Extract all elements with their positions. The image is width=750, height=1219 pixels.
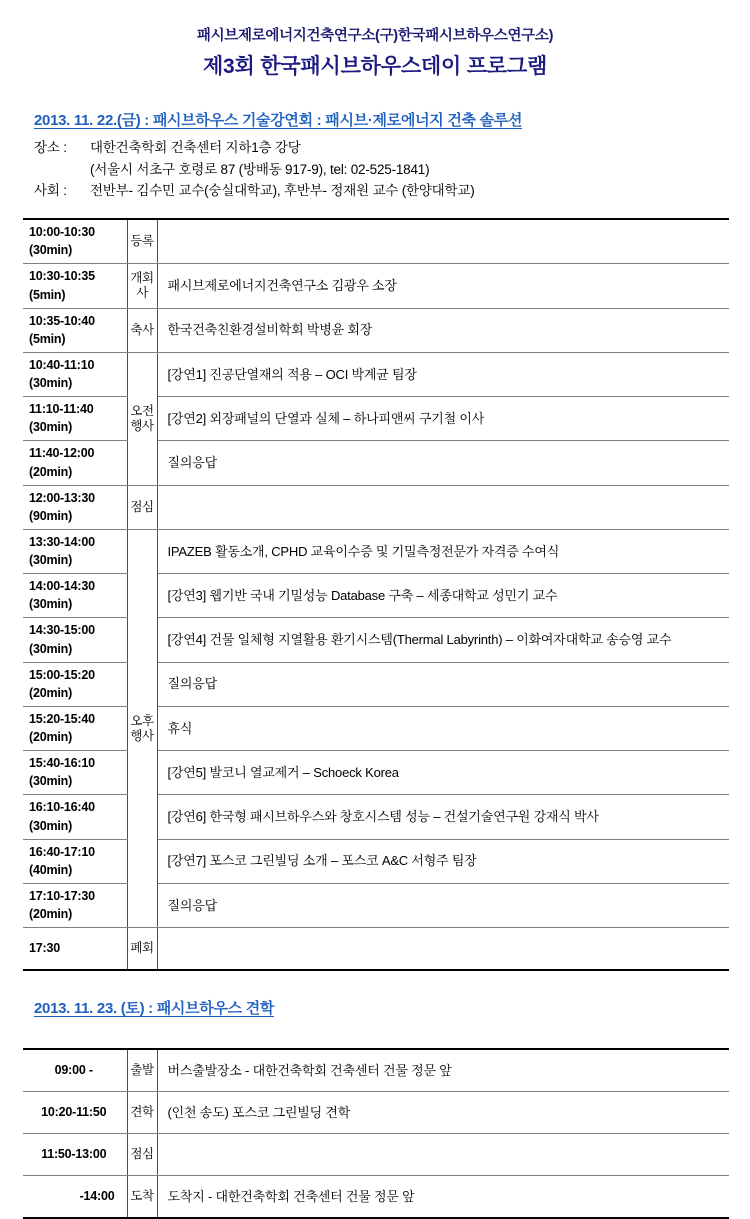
cell-content: 도착지 - 대한건축학회 건축센터 건물 정문 앞 <box>157 1176 729 1219</box>
cell-content: 질의응답 <box>157 662 729 706</box>
day1-schedule-table <box>23 218 729 971</box>
venue-address: (서울시 서초구 호령로 87 (방배동 917-9), tel: 02-525-1841) <box>90 161 430 177</box>
cell-category: 축사 <box>127 308 157 352</box>
day1-info-block <box>22 137 728 203</box>
venue-value: 대한건축학회 건축센터 지하1층 강당 <box>90 139 301 155</box>
cell-content: 휴식 <box>157 706 729 750</box>
time-main: 15:40-16:10 <box>29 756 95 771</box>
cell-time <box>23 485 127 529</box>
venue-row <box>34 137 728 159</box>
cell-time <box>23 928 127 971</box>
cell-time <box>23 264 127 308</box>
time-duration: (30min) <box>29 597 73 612</box>
day2-table-body <box>23 1049 729 1218</box>
cell-time <box>23 1134 127 1176</box>
host-label: 사회 : <box>34 183 67 199</box>
time-main: 13:30-14:00 <box>29 534 95 549</box>
cell-time <box>23 618 127 662</box>
time-main: -14:00 <box>79 1189 115 1204</box>
time-main: 17:10-17:30 <box>29 888 95 903</box>
time-main: 11:10-11:40 <box>29 402 94 417</box>
time-main: 10:00-10:30 <box>29 225 95 240</box>
cell-time <box>23 397 127 441</box>
cell-content: [강연2] 외장패널의 단열과 실체 – 하나피앤씨 구기철 이사 <box>157 397 729 441</box>
cell-time <box>23 883 127 927</box>
cell-content: [강연7] 포스코 그린빌딩 소개 – 포스코 A&C 서형주 팀장 <box>157 839 729 883</box>
cell-time <box>23 574 127 618</box>
page-title: 제3회 한국패시브하우스데이 프로그램 <box>202 55 548 79</box>
cell-time <box>23 706 127 750</box>
time-duration: (5min) <box>29 287 66 302</box>
cell-content: 질의응답 <box>157 441 729 485</box>
table-row <box>23 219 729 264</box>
cell-category-morning: 오전행사 <box>127 352 157 485</box>
cell-content <box>157 485 729 529</box>
cell-time <box>23 219 127 264</box>
table-row <box>23 928 729 971</box>
table-row <box>23 485 729 529</box>
host-row <box>34 180 728 202</box>
time-main: 10:30-10:35 <box>29 269 95 284</box>
cell-category: 등록 <box>127 219 157 264</box>
cell-time <box>23 795 127 839</box>
cell-category: 점심 <box>127 1134 157 1176</box>
day1-heading: 2013. 11. 22.(금) : 패시브하우스 기술강연회 : 패시브·제로에너지 건축 솔루션 <box>34 111 523 129</box>
time-main: 10:40-11:10 <box>29 357 95 372</box>
cell-category: 점심 <box>127 485 157 529</box>
time-duration: (40min) <box>29 862 73 877</box>
cell-category: 개회사 <box>127 264 157 308</box>
venue-label: 장소 : <box>34 139 67 155</box>
time-duration: (20min) <box>29 907 73 922</box>
time-main: 12:00-13:30 <box>29 490 95 505</box>
table-row <box>23 264 729 308</box>
cell-time <box>23 1092 127 1134</box>
cell-content <box>157 1134 729 1176</box>
host-value: 전반부- 김수민 교수(숭실대학교), 후반부- 정재원 교수 (한양대학교) <box>90 183 475 199</box>
day2-schedule-table <box>23 1048 729 1219</box>
time-main: 16:10-16:40 <box>29 800 95 815</box>
organization-line: 패시브제로에너지건축연구소(구)한국패시브하우스연구소) <box>196 28 554 44</box>
cell-content: [강연6] 한국형 패시브하우스와 창호시스템 성능 – 건설기술연구원 강재식 박사 <box>157 795 729 839</box>
cell-category: 폐회 <box>127 928 157 971</box>
cell-content <box>157 928 729 971</box>
time-main: 14:00-14:30 <box>29 579 95 594</box>
time-main: 17:30 <box>29 941 60 956</box>
table-row <box>23 1049 729 1092</box>
cell-content: 패시브제로에너지건축연구소 김광우 소장 <box>157 264 729 308</box>
time-duration: (30min) <box>29 553 73 568</box>
cell-time <box>23 662 127 706</box>
cell-time <box>23 352 127 396</box>
cell-category-afternoon: 오후행사 <box>127 529 157 927</box>
cell-content: IPAZEB 활동소개, CPHD 교육이수증 및 기밀측정전문가 자격증 수여식 <box>157 529 729 573</box>
table-row <box>23 1092 729 1134</box>
time-main: 16:40-17:10 <box>29 844 95 859</box>
cell-time <box>23 529 127 573</box>
time-duration: (30min) <box>29 420 73 435</box>
cell-time <box>23 839 127 883</box>
time-main: 15:00-15:20 <box>29 667 95 682</box>
cell-time <box>23 1049 127 1092</box>
table-row <box>23 529 729 573</box>
cell-content: [강연4] 건물 일체형 지열활용 환기시스템(Thermal Labyrinth) – 이화여자대학교 송승영 교수 <box>157 618 729 662</box>
time-duration: (5min) <box>29 331 66 346</box>
time-duration: (30min) <box>29 774 73 789</box>
cell-content: 한국건축친환경설비학회 박병윤 회장 <box>157 308 729 352</box>
time-main: 15:20-15:40 <box>29 711 95 726</box>
time-duration: (30min) <box>29 243 73 258</box>
time-duration: (30min) <box>29 641 73 656</box>
time-main: 11:50-13:00 <box>41 1147 107 1162</box>
cell-time <box>23 308 127 352</box>
cell-content: [강연3] 웹기반 국내 기밀성능 Database 구축 – 세종대학교 성민기 교수 <box>157 574 729 618</box>
time-duration: (30min) <box>29 376 73 391</box>
time-duration: (20min) <box>29 464 73 479</box>
cell-content <box>157 219 729 264</box>
time-duration: (20min) <box>29 730 73 745</box>
time-main: 11:40-12:00 <box>29 446 95 461</box>
time-main: 09:00 - <box>54 1063 93 1078</box>
day1-table-body <box>23 219 729 970</box>
cell-content: 버스출발장소 - 대한건축학회 건축센터 건물 정문 앞 <box>157 1049 729 1092</box>
cell-content: [강연5] 발코니 열교제거 – Schoeck Korea <box>157 751 729 795</box>
cell-content: [강연1] 진공단열재의 적용 – OCI 박계균 팀장 <box>157 352 729 396</box>
cell-content: 질의응답 <box>157 883 729 927</box>
time-main: 10:20-11:50 <box>41 1105 107 1120</box>
time-main: 14:30-15:00 <box>29 623 95 638</box>
time-main: 10:35-10:40 <box>29 313 95 328</box>
time-duration: (90min) <box>29 508 73 523</box>
time-duration: (30min) <box>29 818 73 833</box>
cell-category: 견학 <box>127 1092 157 1134</box>
table-row <box>23 1134 729 1176</box>
cell-category: 도착 <box>127 1176 157 1219</box>
cell-content: (인천 송도) 포스코 그린빌딩 견학 <box>157 1092 729 1134</box>
cell-time <box>23 751 127 795</box>
cell-time <box>23 441 127 485</box>
cell-category: 출발 <box>127 1049 157 1092</box>
day2-heading: 2013. 11. 23. (토) : 패시브하우스 견학 <box>34 1000 275 1018</box>
table-row <box>23 308 729 352</box>
time-duration: (20min) <box>29 685 73 700</box>
table-row <box>23 352 729 396</box>
